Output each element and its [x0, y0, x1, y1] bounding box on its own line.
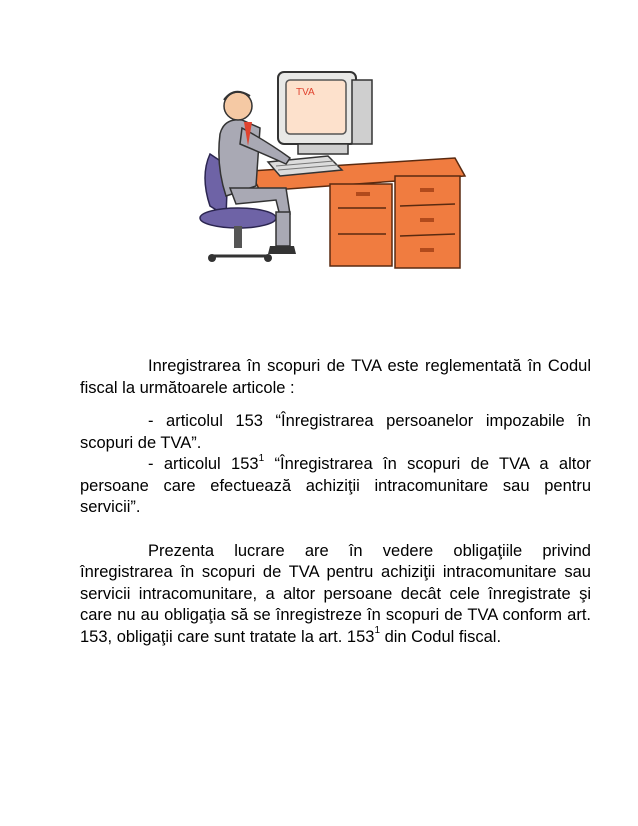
superscript: 1	[374, 625, 380, 636]
document-body	[80, 356, 591, 648]
purpose-text: Prezenta lucrare are în vedere obligaţiile privind înregistrarea în scopuri de TVA pentru achiziţii intracomunitare sau servicii intracomunitare, a altor persoane decât cele înregistrate şi care nu au obligaţia să se înregistreze în scopuri de TVA conform art. 153, obligaţii care sunt tratate la art. 153	[80, 541, 591, 646]
paragraph-article-153-1	[80, 454, 591, 519]
article-153-1-prefix: - articolul 153	[148, 455, 259, 473]
monitor-drawing	[278, 72, 372, 154]
article-153-1-title: “Înregistrarea în scopuri de TVA a altor persoane care efectuează achiziţii intracomunitare sau pentru servicii”.	[80, 455, 591, 516]
superscript: 1	[258, 452, 265, 464]
paragraph-intro: Inregistrarea în scopuri de TVA este reglementată în Codul fiscal la următoarele articole :	[80, 357, 591, 397]
monitor-label: TVA	[296, 87, 315, 98]
office-worker-illustration	[190, 66, 470, 271]
paragraph-purpose	[80, 541, 591, 649]
paragraph-article-153: - articolul 153 “Înregistrarea persoanelor impozabile în scopuri de TVA”.	[80, 412, 591, 452]
purpose-ending: din Codul fiscal.	[380, 627, 502, 646]
